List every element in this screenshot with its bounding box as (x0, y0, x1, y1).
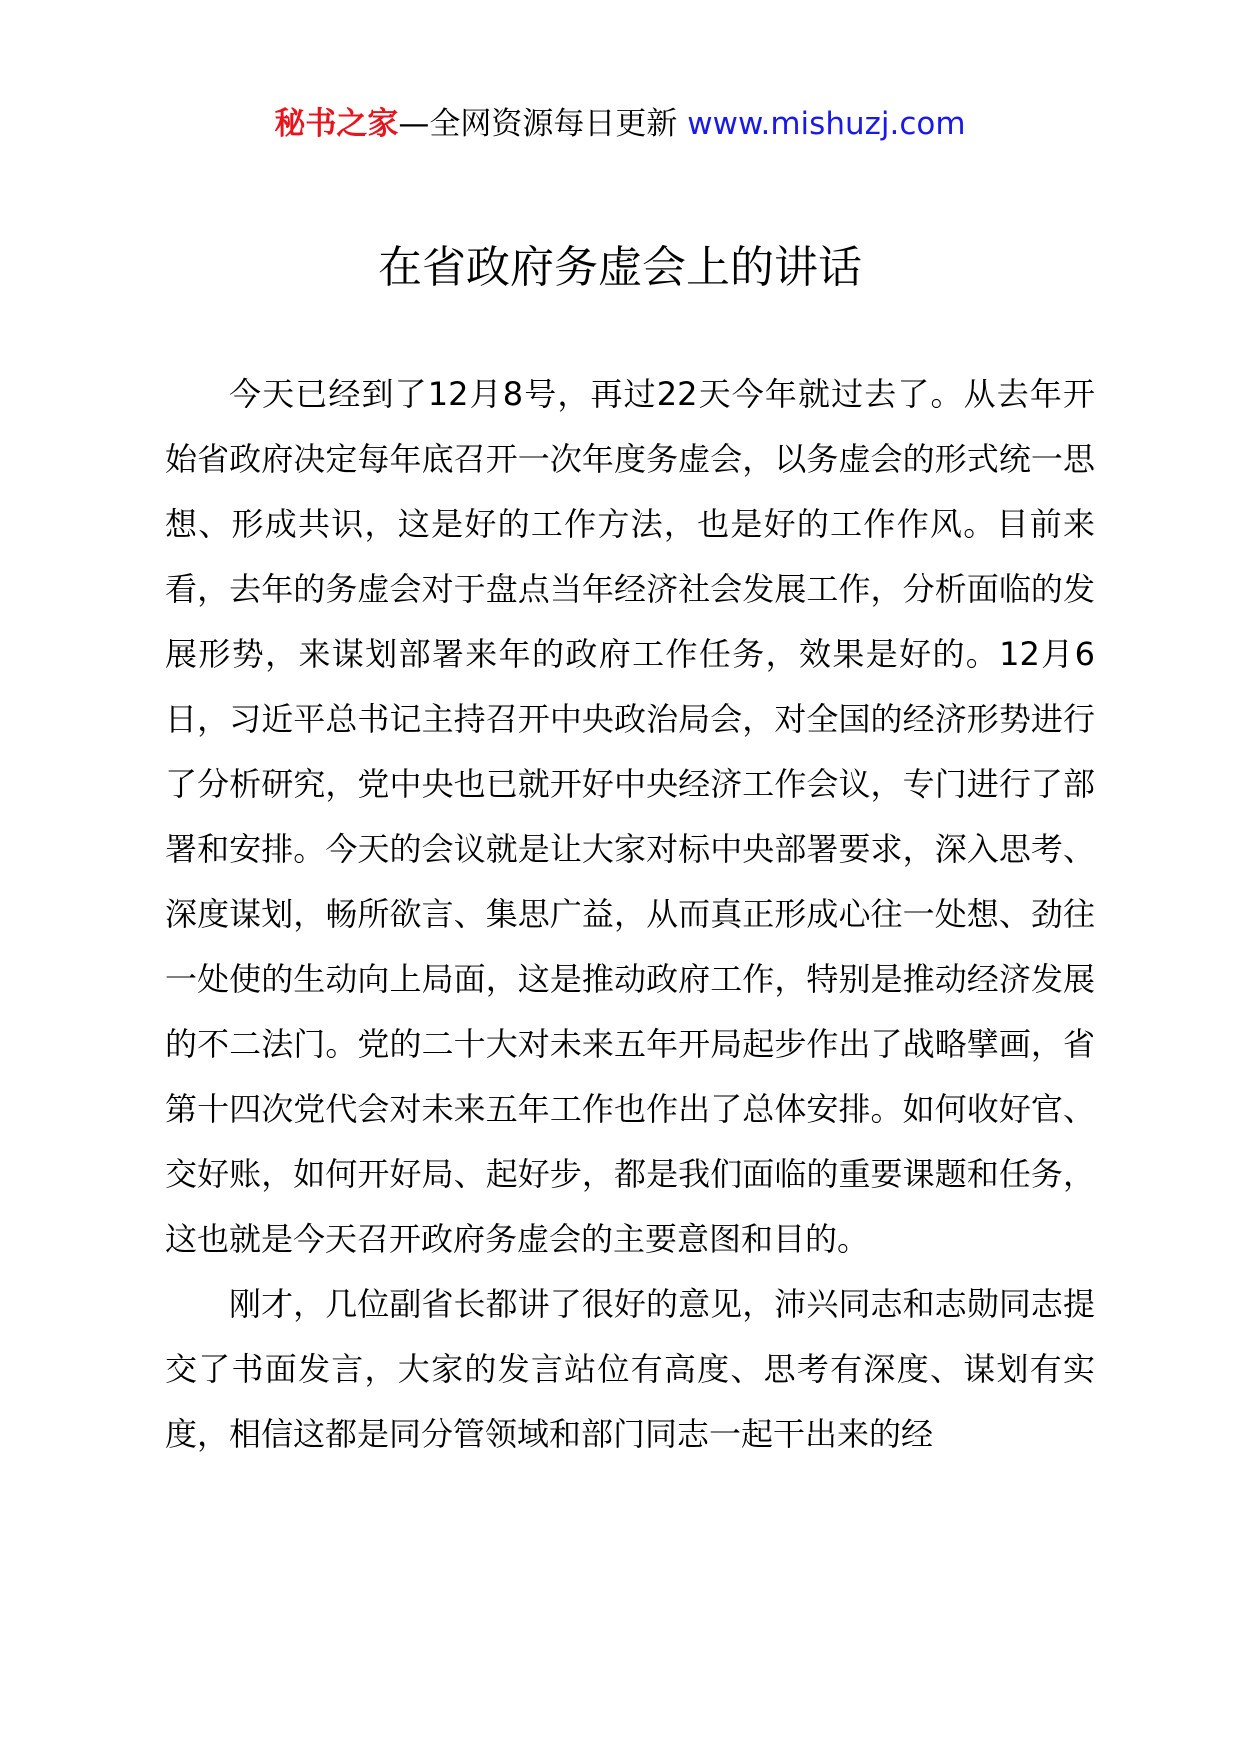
document-body (165, 362, 1095, 1467)
paragraph-1: 今天已经到了12月8号，再过22天今年就过去了。从去年开始省政府决定每年底召开一次年度务虚会，以务虚会的形式统一思想、形成共识，这是好的工作方法，也是好的工作作风。目前来看，去年的务虚会对于盘点当年经济社会发展工作，分析面临的发展形势，来谋划部署来年的政府工作任务，效果是好的。12月6日，习近平总书记主持召开中央政治局会，对全国的经济形势进行了分析研究，党中央也已就开好中央经济工作会议，专门进行了部署和安排。今天的会议就是让大家对标中央部署要求，深入思考、深度谋划，畅所欲言、集思广益，从而真正形成心往一处想、劲往一处使的生动向上局面，这是推动政府工作，特别是推动经济发展的不二法门。党的二十大对未来五年开局起步作出了战略擘画，省第十四次党代会对未来五年工作也作出了总体安排。如何收好官、交好账，如何开好局、起好步，都是我们面临的重要课题和任务，这也就是今天召开政府务虚会的主要意图和目的。 (165, 375, 1095, 1258)
site-url[interactable]: www.mishuzj.com (687, 106, 966, 142)
site-header (0, 98, 1240, 150)
site-tagline: —全网资源每日更新 (398, 106, 688, 142)
paragraph-2: 刚才，几位副省长都讲了很好的意见，沛兴同志和志勋同志提交了书面发言，大家的发言站位有高度、思考有深度、谋划有实度，相信这都是同分管领域和部门同志一起干出来的经 (165, 1285, 1095, 1453)
document-title: 在省政府务虚会上的讲话 (378, 242, 862, 293)
site-brand: 秘书之家 (274, 106, 399, 142)
